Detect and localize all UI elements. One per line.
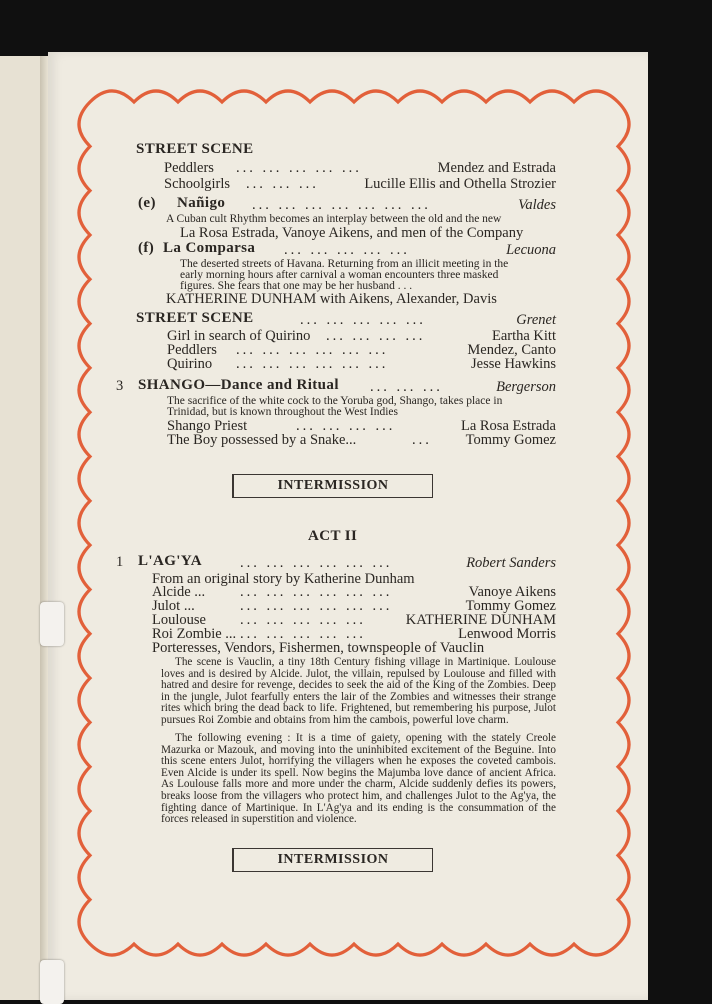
synopsis-paragraph-2: The following evening : It is a time of gaiety, opening with the stately Creole Mazurka or Mazouk, and moving into the uninhibited excitement of the Beguine. Into this scene enters Julot, horrifying the villagers when he exposes the coveted cambois. Even Alcide is under its spell. Now begins the Majumba love dance of ancient Africa. As Loulouse falls more and more under the charm, Alcide suddenly defies its powers, breaks loose from the villagers who protect him, and challenges Julot to the Ag'ya, the fighting dance of Martinique. In L'Ag'ya and its ending is the consummation of the forces released in superstition and violence. xyxy=(161,732,556,826)
cast-role: The Boy possessed by a Snake... xyxy=(167,432,357,448)
cast-performer: Lucille Ellis and Othella Strozier xyxy=(364,176,556,192)
description-line: early morning hours after carnival a woman encounters three masked xyxy=(180,269,499,281)
description-line: A Cuban cult Rhythm becomes an interplay between the old and the new xyxy=(166,213,502,225)
cast-role: Quirino xyxy=(167,356,213,372)
cast-line: La Rosa Estrada, Vanoye Aikens, and men of the Company xyxy=(180,225,524,241)
description-line: figures. She fears that one may be her husband . . . xyxy=(180,280,413,292)
cast-performer: Mendez, Canto xyxy=(467,342,556,358)
cast-role: Julot ... xyxy=(152,598,195,614)
cast-role: Schoolgirls xyxy=(164,176,231,192)
cast-role: Peddlers xyxy=(164,160,214,176)
item-number: 3 xyxy=(116,378,124,394)
street-scene-heading: STREET SCENE xyxy=(136,141,254,157)
intermission-box: INTERMISSION xyxy=(232,474,433,498)
item-title: SHANGO—Dance and Ritual xyxy=(138,377,339,393)
cast-role: Alcide ... xyxy=(152,584,206,600)
cast-performer: Eartha Kitt xyxy=(491,328,556,344)
leader-dots: ... ... ... ... xyxy=(296,418,396,434)
leader-dots: ... ... ... ... ... ... ... xyxy=(252,197,431,213)
leader-dots: ... ... ... ... ... ... xyxy=(236,356,389,372)
leader-dots: ... ... ... ... ... ... xyxy=(236,342,389,358)
cast-performer: Tommy Gomez xyxy=(465,598,556,614)
cast-role: Peddlers xyxy=(167,342,217,358)
composer: Bergerson xyxy=(496,379,556,395)
item-number: 1 xyxy=(116,554,124,570)
cast-role: Roi Zombie ... xyxy=(152,626,237,642)
cast-performer: KATHERINE DUNHAM xyxy=(405,612,556,628)
leader-dots: ... ... ... xyxy=(370,379,443,395)
item-title: Nañigo xyxy=(177,195,226,211)
leader-dots: ... ... ... ... ... ... xyxy=(240,584,393,600)
ensemble-line: Porteresses, Vendors, Fishermen, townspeople of Vauclin xyxy=(152,640,485,656)
leader-dots: ... ... ... ... ... ... xyxy=(240,598,393,614)
description-line: The sacrifice of the white cock to the Yoruba god, Shango, takes place in xyxy=(167,395,503,407)
cast-performer: Mendez and Estrada xyxy=(437,160,556,176)
act-heading: ACT II xyxy=(308,528,358,544)
composer: Lecuona xyxy=(506,242,556,258)
intermission-box: INTERMISSION xyxy=(232,848,433,872)
cast-line: KATHERINE DUNHAM with Aikens, Alexander, Davis xyxy=(166,291,497,307)
street-scene-heading: STREET SCENE xyxy=(136,310,254,326)
leader-dots: ... ... ... ... ... xyxy=(240,612,366,628)
cast-role: Shango Priest xyxy=(167,418,248,434)
cast-performer: Jesse Hawkins xyxy=(471,356,556,372)
cast-performer: Lenwood Morris xyxy=(458,626,556,642)
leader-dots: ... ... ... ... xyxy=(326,328,426,344)
item-title: L'AG'YA xyxy=(138,553,202,569)
cast-role: Loulouse xyxy=(152,612,206,628)
composer: Grenet xyxy=(516,312,556,328)
composer: Robert Sanders xyxy=(466,555,556,571)
cast-role: Girl in search of Quirino xyxy=(167,328,311,344)
description-line: The deserted streets of Havana. Returning from an illicit meeting in the xyxy=(180,258,509,270)
cast-performer: La Rosa Estrada xyxy=(460,418,556,434)
leader-dots: ... ... ... ... ... xyxy=(300,312,426,328)
cast-performer: Tommy Gomez xyxy=(465,432,556,448)
composer: Valdes xyxy=(518,197,556,213)
leader-dots: ... ... ... ... ... xyxy=(236,160,362,176)
description-line: Trinidad, but is known throughout the West Indies xyxy=(167,406,398,418)
item-letter: (e) xyxy=(138,195,156,211)
leader-dots: ... ... ... xyxy=(246,176,319,192)
leader-dots: ... ... ... ... ... xyxy=(284,242,410,258)
leader-dots: ... xyxy=(412,432,432,448)
item-title: La Comparsa xyxy=(163,240,256,256)
credit-line: From an original story by Katherine Dunham xyxy=(152,571,415,587)
leader-dots: ... ... ... ... ... xyxy=(240,626,366,642)
synopsis-paragraph-1: The scene is Vauclin, a tiny 18th Century fishing village in Martinique. Loulouse loves and is desired by Alcide. Julot, the villain, repulsed by Loulouse and filled with hatred and desire for revenge, decides to seek the aid of the King of the Zombies. Deep in the jungle, Julot fearfully enters the lair of the Zombies and witnesses their strange rites which bring the dead back to life. Frightened, but remembering his purpose, Julot pursues Roi Zombie and obtains from him the cambois, powerful love charm. xyxy=(161,656,556,726)
leader-dots: ... ... ... ... ... ... xyxy=(240,555,393,571)
item-letter: (f) xyxy=(138,240,155,256)
cast-performer: Vanoye Aikens xyxy=(468,584,556,600)
